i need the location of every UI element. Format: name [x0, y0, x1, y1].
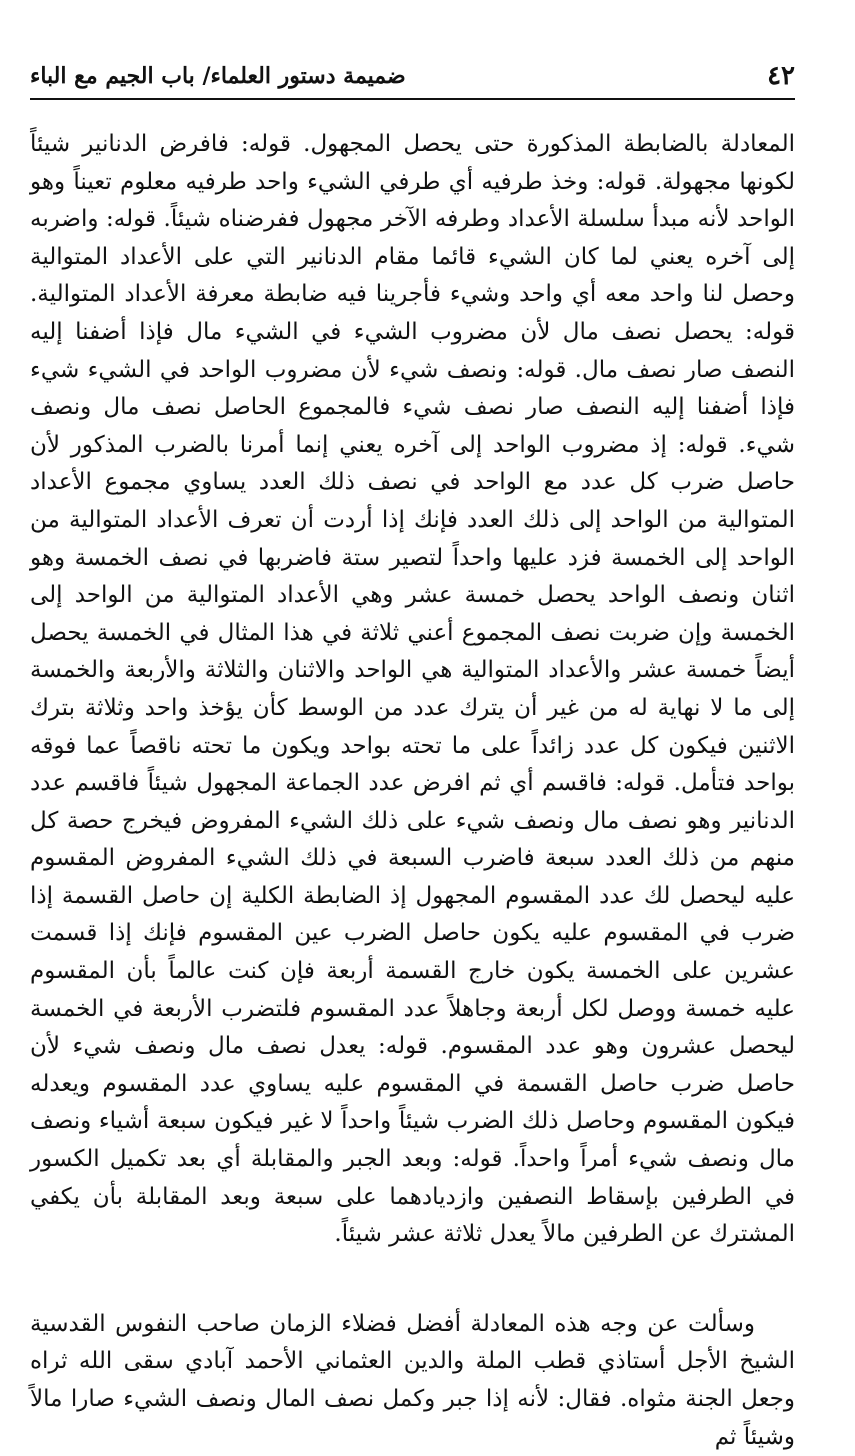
page-number: ٤٢: [767, 61, 795, 91]
running-title: ضميمة دستور العلماء/ باب الجيم مع الباء: [30, 63, 406, 89]
body-paragraph-1: المعادلة بالضابطة المذكورة حتى يحصل المجهول. قوله: فافرض الدنانير شيئاً لكونها مجهولة. قوله: وخذ طرفيه أي طرفي الشيء واحد طرفيه معلوم تعيناً وهو الواحد لأنه مبدأ سلسلة الأعداد وطرفه الآخر مجهول ففرضناه شيئاً. قوله: واضربه إلى آخره يعني لما كان الشيء قائما مقام الدنانير التي على الأعداد المتوالية وحصل لنا واحد معه أي واحد وشيء فأجرينا فيه ضابطة معرفة الأعداد المتوالية. قوله: يحصل نصف مال لأن مضروب الشيء في الشيء مال فإذا أضفنا إليه النصف صار نصف مال. قوله: ونصف شيء لأن مضروب الواحد في الشيء شيء فإذا أضفنا إليه النصف صار نصف شيء فالمجموع الحاصل نصف مال ونصف شيء. قوله: إذ مضروب الواحد إلى آخره يعني إنما أمرنا بالضرب المذكور لأن حاصل ضرب كل عدد مع الواحد في نصف ذلك العدد يساوي مجموع الأعداد المتوالية من الواحد إلى ذلك العدد فإنك إذا أردت أن تعرف الأعداد المتوالية من الواحد إلى الخمسة فزد عليها واحداً لتصير ستة فاضربها في نصف الخمسة وهو اثنان ونصف الواحد يحصل خمسة عشر وهي الأعداد المتوالية من الواحد إلى الخمسة وإن ضربت نصف المجموع أعني ثلاثة في هذا المثال في الخمسة يحصل أيضاً خمسة عشر والأعداد المتوالية هي الواحد والاثنان والثلاثة والأربعة والخمسة إلى ما لا نهاية له من غير أن يترك عدد من الوسط كأن يؤخذ واحد وثلاثة بترك الاثنين فيكون كل عدد زائداً على ما تحته بواحد ويكون ما تحته ناقصاً عما فوقه بواحد فتأمل. قوله: فاقسم أي ثم افرض عدد الجماعة المجهول شيئاً فاقسم عدد الدنانير وهو نصف مال ونصف شيء على ذلك الشيء المفروض فيخرج حصة كل منهم من ذلك العدد سبعة فاضرب السبعة في ذلك الشيء المفروض المقسوم عليه ليحصل لك عدد المقسوم المجهول إذ الضابطة الكلية إن حاصل القسمة إذا ضرب في المقسوم عليه يكون حاصل الضرب عين المقسوم فإنك إذا قسمت عشرين على الخمسة يكون خارج القسمة أربعة فإن كنت عالماً بأن المقسوم عليه خمسة ووصل لكل أربعة وجاهلاً عدد المقسوم فلتضرب الأربعة في الخمسة ليحصل عشرون وهو عدد المقسوم. قوله: يعدل نصف مال ونصف شيء لأن حاصل ضرب حاصل القسمة في المقسوم عليه يساوي عدد المقسوم ويعدله فيكون المقسوم وحاصل ذلك الضرب شيئاً واحداً لا غير فيكون سبعة أشياء ونصف مال ونصف شيء أمراً واحداً. قوله: وبعد الجبر والمقابلة أي بعد تكميل الكسور في الطرفين بإسقاط النصفين وازديادهما على سبعة وبعد المقابلة بأن يكفي المشترك عن الطرفين مالاً يعدل ثلاثة عشر شيئاً.: [30, 131, 795, 1248]
paragraph-spacer: [30, 1254, 795, 1306]
body-paragraph-2: وسألت عن وجه هذه المعادلة أفضل فضلاء الزمان صاحب النفوس القدسية الشيخ الأجل أستاذي قطب الملة والدين العثماني الأحمد آبادي سقى الله ثراه وجعل الجنة مثواه. فقال: لأنه إذا جبر وكمل نصف المال ونصف الشيء صارا مالاً وشيئاً ثم: [30, 1310, 795, 1450]
page-header: [30, 60, 795, 100]
